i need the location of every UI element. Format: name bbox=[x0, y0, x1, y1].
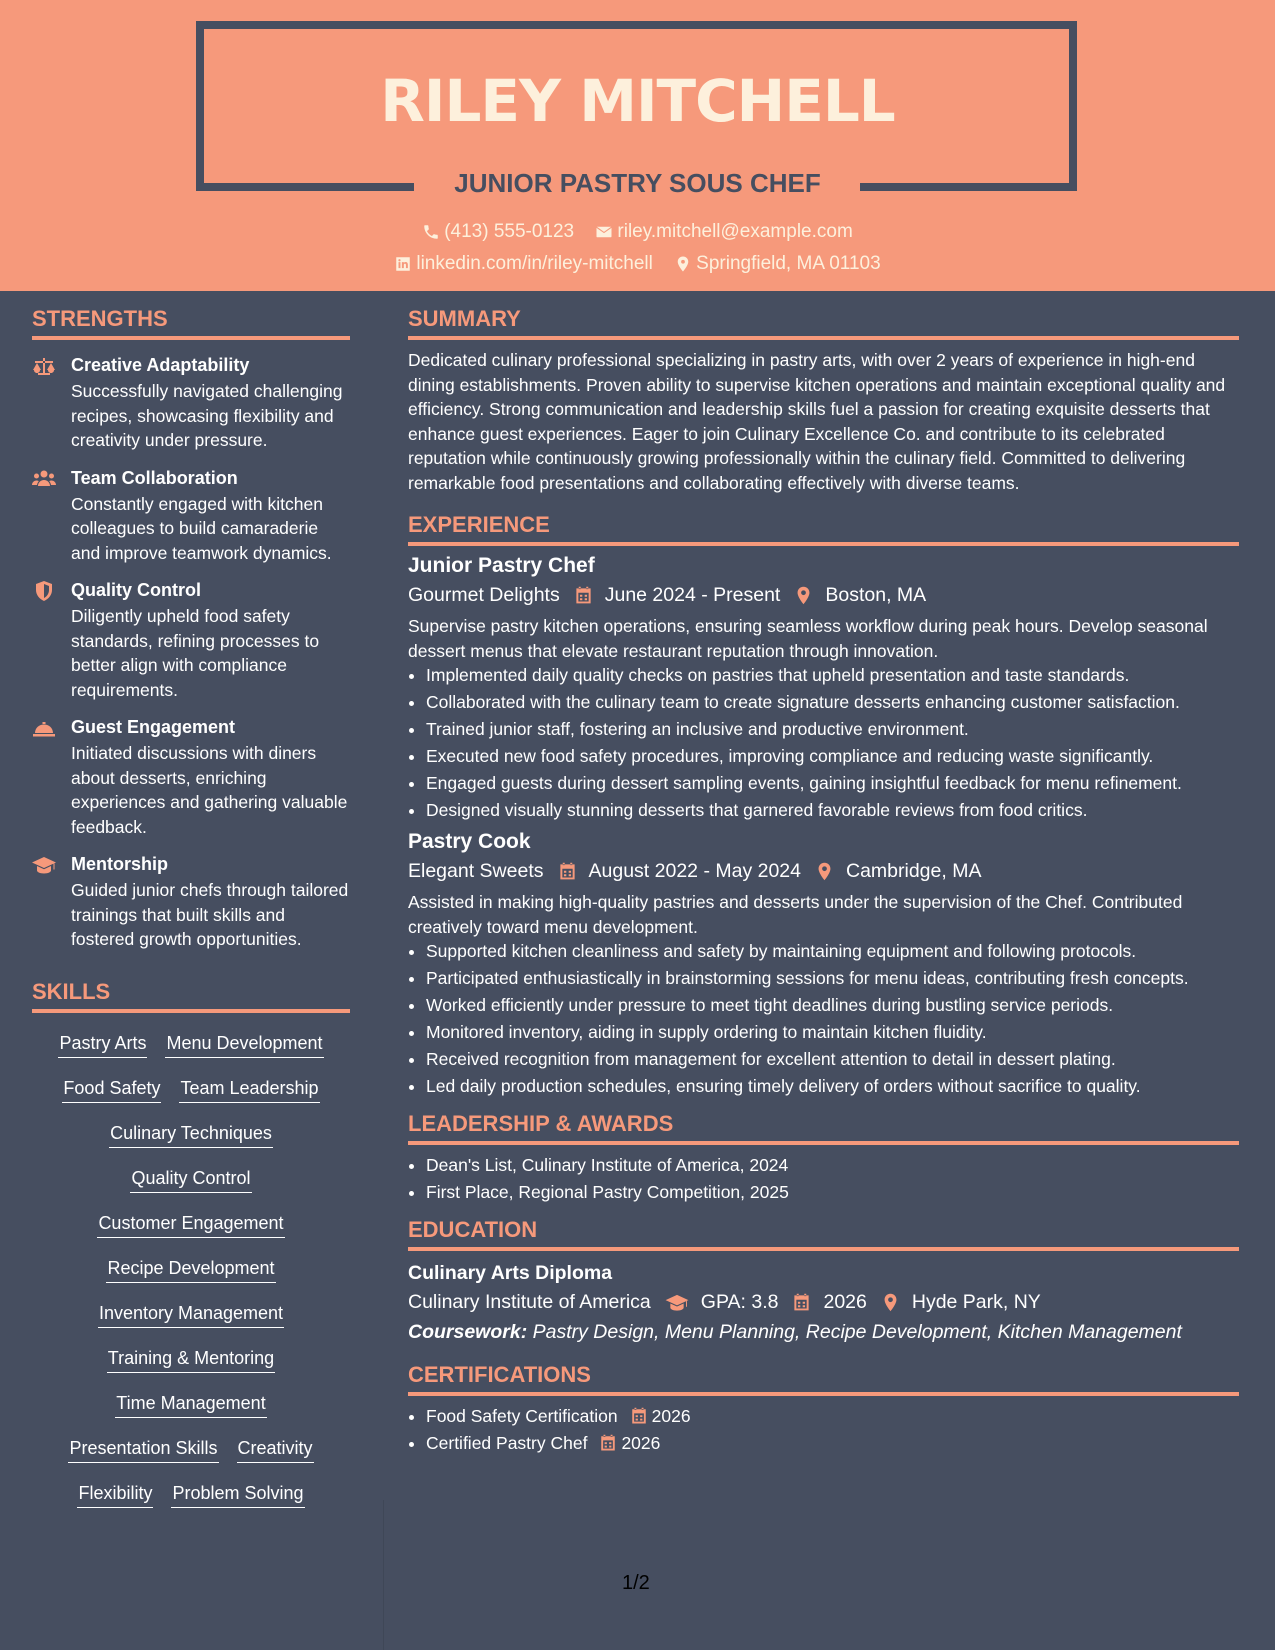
email-text: riley.mitchell@example.com bbox=[617, 221, 853, 242]
right-column bbox=[408, 305, 1239, 1458]
awards-heading: LEADERSHIP & AWARDS bbox=[408, 1110, 1239, 1145]
header-banner bbox=[0, 0, 1275, 291]
skill-tag: Inventory Management bbox=[98, 1301, 284, 1328]
job-location: Boston, MA bbox=[825, 584, 927, 606]
graduation-cap-icon bbox=[665, 1293, 689, 1312]
strength-item bbox=[32, 716, 350, 839]
skill-tag: Flexibility bbox=[77, 1481, 153, 1508]
coursework-list: Pastry Design, Menu Planning, Recipe Development, Kitchen Management bbox=[532, 1321, 1182, 1343]
job-entry bbox=[408, 552, 1239, 822]
skill-tag: Culinary Techniques bbox=[109, 1121, 273, 1148]
skill-tag: Pastry Arts bbox=[58, 1031, 147, 1058]
job-meta bbox=[408, 580, 1239, 610]
job-bullet: • Supported kitchen cleanliness and safety by maintaining equipment and following protocols. bbox=[426, 939, 1239, 963]
map-pin-icon bbox=[881, 1293, 900, 1312]
map-pin-icon bbox=[815, 862, 834, 881]
skill-tag: Food Safety bbox=[62, 1076, 161, 1103]
strength-name: Mentorship bbox=[71, 854, 168, 874]
job-bullet: • Designed visually stunning desserts that garnered favorable reviews from food critics. bbox=[426, 798, 1239, 822]
job-role: Pastry Cook bbox=[408, 830, 531, 853]
job-dates: June 2024 - Present bbox=[604, 584, 781, 606]
job-role: Junior Pastry Chef bbox=[408, 554, 595, 577]
award-item: • Dean's List, Culinary Institute of America, 2024 bbox=[426, 1153, 1239, 1177]
education-meta bbox=[408, 1287, 1239, 1317]
shield-icon bbox=[32, 581, 56, 601]
skill-tag: Presentation Skills bbox=[68, 1436, 218, 1463]
strength-desc: Successfully navigated challenging recipes, showcasing flexibility and creativity under pressure. bbox=[71, 381, 343, 450]
linkedin-text: linkedin.com/in/riley-mitchell bbox=[416, 253, 653, 274]
strength-name: Creative Adaptability bbox=[71, 355, 250, 375]
calendar-icon bbox=[630, 1407, 648, 1425]
job-bullet: • Implemented daily quality checks on pastries that upheld presentation and taste standards. bbox=[426, 663, 1239, 687]
linkedin-contact[interactable] bbox=[394, 251, 653, 277]
strength-item bbox=[32, 354, 350, 453]
location-text: Springfield, MA 01103 bbox=[696, 253, 881, 274]
skill-tag: Team Leadership bbox=[179, 1076, 319, 1103]
linkedin-icon bbox=[394, 255, 412, 273]
phone-contact[interactable] bbox=[422, 219, 574, 245]
skill-tag: Customer Engagement bbox=[97, 1211, 284, 1238]
job-bullet: • Participated enthusiastically in brainstorming sessions for menu ideas, contributing fresh concepts. bbox=[426, 966, 1239, 990]
strength-item bbox=[32, 579, 350, 702]
job-bullet: • Executed new food safety procedures, improving compliance and reducing waste significantly. bbox=[426, 744, 1239, 768]
strength-item bbox=[32, 853, 350, 952]
strength-name: Team Collaboration bbox=[71, 467, 238, 488]
job-bullets bbox=[408, 663, 1239, 822]
certifications-heading: CERTIFICATIONS bbox=[408, 1361, 1239, 1396]
job-bullet: • Led daily production schedules, ensuring timely delivery of orders without sacrifice to quality. bbox=[426, 1074, 1239, 1098]
skills-heading: SKILLS bbox=[32, 978, 350, 1013]
column-divider bbox=[383, 1500, 384, 1650]
experience-heading: EXPERIENCE bbox=[408, 511, 1239, 546]
candidate-name: RILEY MITCHELL bbox=[380, 67, 895, 135]
job-bullet: • Worked efficiently under pressure to meet tight deadlines during bustling service periods. bbox=[426, 993, 1239, 1017]
degree: Culinary Arts Diploma bbox=[408, 1262, 613, 1284]
strength-name: Quality Control bbox=[71, 580, 201, 600]
school-name: Culinary Institute of America bbox=[408, 1291, 651, 1313]
left-column bbox=[32, 305, 350, 1526]
calendar-icon bbox=[599, 1434, 617, 1452]
phone-text: (413) 555-0123 bbox=[444, 221, 575, 242]
job-description: Supervise pastry kitchen operations, ensuring seamless workflow during peak hours. Develop seasonal dessert menus that elevate restaurant reputation through innovation. bbox=[408, 616, 1208, 661]
page-number: 1/2 bbox=[622, 1572, 650, 1594]
skill-tag: Training & Mentoring bbox=[107, 1346, 275, 1373]
skill-tag: Recipe Development bbox=[106, 1256, 275, 1283]
bell-icon bbox=[32, 718, 56, 738]
job-meta bbox=[408, 856, 1239, 886]
contact-row-2 bbox=[0, 251, 1275, 281]
skill-tag: Menu Development bbox=[165, 1031, 323, 1058]
map-pin-icon bbox=[794, 586, 813, 605]
calendar-icon bbox=[792, 1293, 811, 1312]
job-bullet: • Trained junior staff, fostering an inclusive and productive environment. bbox=[426, 717, 1239, 741]
skill-tag: Time Management bbox=[115, 1391, 266, 1418]
strength-desc: Guided junior chefs through tailored trainings that built skills and fostered growth opportunities. bbox=[71, 880, 349, 949]
certification-item bbox=[426, 1431, 1239, 1455]
job-bullet: • Collaborated with the culinary team to create signature desserts enhancing customer satisfaction. bbox=[426, 690, 1239, 714]
location-contact bbox=[674, 251, 881, 277]
strength-desc: Initiated discussions with diners about desserts, enriching experiences and gathering valuable feedback. bbox=[71, 743, 348, 837]
awards-list bbox=[408, 1153, 1239, 1204]
phone-icon bbox=[422, 223, 440, 241]
certification-name: • Food Safety Certification bbox=[426, 1406, 618, 1426]
job-company: Gourmet Delights bbox=[408, 584, 560, 606]
education-heading: EDUCATION bbox=[408, 1216, 1239, 1251]
graduation-cap-icon bbox=[32, 855, 56, 875]
strength-desc: Constantly engaged with kitchen colleagues to build camaraderie and improve teamwork dynamics. bbox=[71, 493, 332, 563]
job-bullet: • Received recognition from management for excellent attention to detail in dessert plating. bbox=[426, 1047, 1239, 1071]
coursework-label: Coursework: bbox=[408, 1321, 528, 1343]
school-location: Hyde Park, NY bbox=[911, 1291, 1041, 1313]
certification-name: • Certified Pastry Chef bbox=[426, 1433, 588, 1453]
contact-row-1 bbox=[0, 219, 1275, 249]
skill-tag: Problem Solving bbox=[171, 1481, 304, 1508]
summary-text: Dedicated culinary professional specializing in pastry arts, with over 2 years of experience in high-end dining establishments. Proven ability to supervise kitchen operations and maintain exceptional quality and efficiency. Strong communication and leadership skills fuel a passion for creating exquisite desserts that enhance guest experiences. Eager to join Culinary Excellence Co. and contribute to its celebrated reputation while continuously growing professionally within the culinary field. Committed to delivering remarkable food presentations and collaborating effectively with diverse teams. bbox=[408, 350, 1226, 493]
job-dates: August 2022 - May 2024 bbox=[588, 860, 801, 882]
job-location: Cambridge, MA bbox=[846, 860, 982, 882]
certifications-list bbox=[408, 1404, 1239, 1455]
coursework bbox=[408, 1317, 1239, 1347]
strength-desc: Diligently upheld food safety standards, refining processes to better align with compliance requirements. bbox=[71, 606, 320, 700]
map-pin-icon bbox=[674, 255, 692, 273]
skill-tag: Creativity bbox=[237, 1436, 314, 1463]
job-bullets bbox=[408, 939, 1239, 1098]
graduation-year: 2026 bbox=[823, 1291, 867, 1313]
envelope-icon bbox=[595, 223, 613, 241]
certification-year: 2026 bbox=[651, 1406, 691, 1426]
job-entry bbox=[408, 828, 1239, 1098]
award-item: • First Place, Regional Pastry Competition, 2025 bbox=[426, 1180, 1239, 1204]
skills-list bbox=[32, 1031, 350, 1526]
job-bullet: • Monitored inventory, aiding in supply ordering to maintain kitchen fluidity. bbox=[426, 1020, 1239, 1044]
job-bullet: • Engaged guests during dessert sampling events, gaining insightful feedback for menu refinement. bbox=[426, 771, 1239, 795]
skill-tag: Quality Control bbox=[130, 1166, 251, 1193]
job-title: JUNIOR PASTRY SOUS CHEF bbox=[454, 168, 821, 198]
email-contact[interactable] bbox=[595, 219, 852, 245]
calendar-icon bbox=[574, 586, 593, 605]
calendar-icon bbox=[558, 862, 577, 881]
users-icon bbox=[32, 469, 56, 489]
job-description: Assisted in making high-quality pastries and desserts under the supervision of the Chef. Contributed creatively toward menu development. bbox=[408, 892, 1183, 937]
strengths-heading: STRENGTHS bbox=[32, 305, 350, 340]
gpa: GPA: 3.8 bbox=[700, 1291, 779, 1313]
summary-heading: SUMMARY bbox=[408, 305, 1239, 340]
strength-item bbox=[32, 467, 350, 566]
job-company: Elegant Sweets bbox=[408, 860, 544, 882]
certification-item bbox=[426, 1404, 1239, 1428]
strength-name: Guest Engagement bbox=[71, 717, 236, 737]
certification-year: 2026 bbox=[621, 1433, 661, 1453]
scale-icon bbox=[32, 356, 56, 376]
